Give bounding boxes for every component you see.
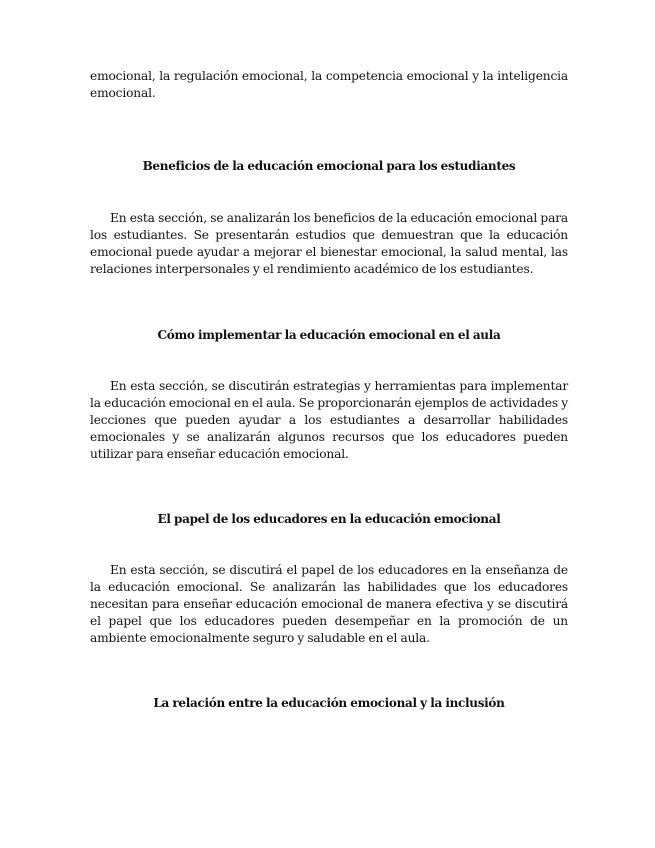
section-heading-benefits: Beneficios de la educación emocional para los estudiantes [142, 159, 516, 173]
section-heading-educators: El papel de los educadores en la educación emocional [157, 512, 501, 526]
section-body-educators: En esta sección, se discutirá el papel de los educadores en la enseñanza de la educación emocional. Se analizarán las habilidades que los educadores necesitan para enseñar educación emocional de manera efectiva y se discutirá el papel que los educadores pueden desempeñar en la promoción de un ambiente emocionalmente seguro y saludable en el aula. [90, 563, 568, 645]
section-body-benefits: En esta sección, se analizarán los beneficios de la educación emocional para los estudiantes. Se presentarán estudios que demuestran que la educación emocional puede ayudar a mejorar el bienestar emocional, la salud mental, las relaciones interpersonales y el rendimiento académico de los estudiantes. [90, 211, 568, 276]
intro-paragraph: emocional, la regulación emocional, la competencia emocional y la inteligencia emocional. [90, 69, 568, 100]
section-body-implementation: En esta sección, se discutirán estrategias y herramientas para implementar la educación emocional en el aula. Se proporcionarán ejemplos de actividades y lecciones que pueden ayudar a los estudiantes a desarrollar habilidades emocionales y se analizarán algunos recursos que los educadores pueden utilizar para enseñar educación emocional. [90, 379, 568, 461]
section-heading-implementation: Cómo implementar la educación emocional en el aula [157, 328, 501, 342]
section-heading-inclusion: La relación entre la educación emocional y la inclusión [153, 696, 505, 710]
